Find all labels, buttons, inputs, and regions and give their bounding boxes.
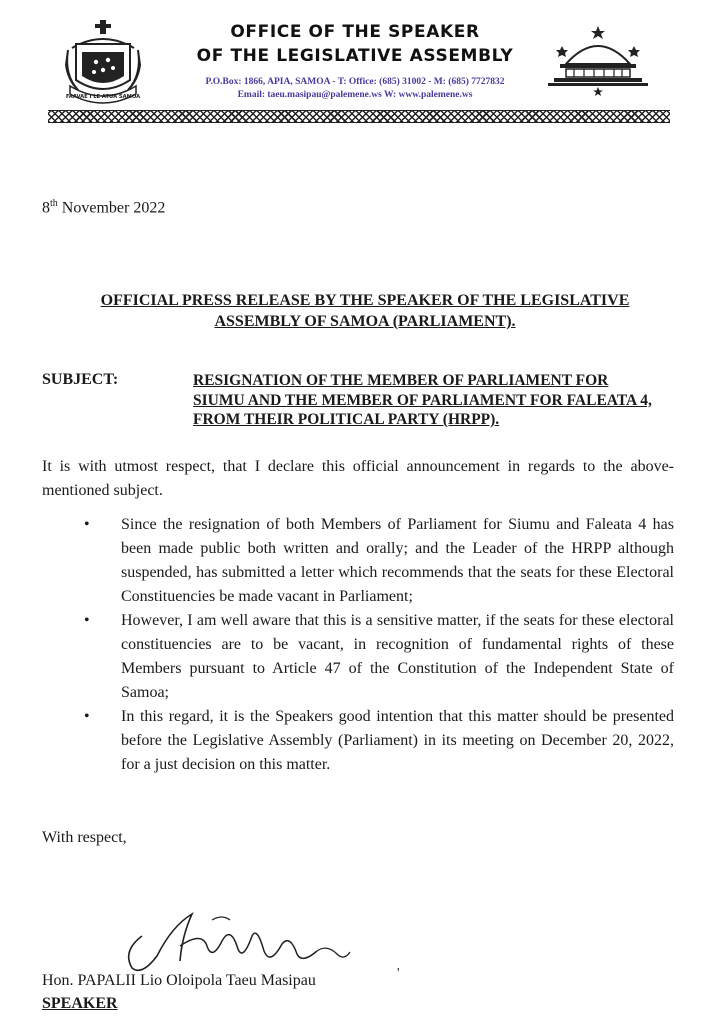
signer-name: Hon. PAPALII Lio Oloipola Taeu Masipau: [42, 972, 316, 989]
intro-paragraph: It is with utmost respect, that I declare this official announcement in regards to the above-mentioned subject.: [42, 458, 674, 499]
bullet-list: [42, 513, 674, 777]
subject-line1: RESIGNATION OF THE MEMBER OF PARLIAMENT FOR: [193, 372, 609, 389]
signer-mark: ': [397, 966, 400, 981]
date-day: 8: [42, 199, 50, 217]
date-suffix: th: [50, 198, 58, 209]
letterhead-border: [48, 110, 670, 123]
letterhead-contact-line2: Email: taeu.masipau@palemene.ws W: www.palemene.ws: [237, 90, 473, 100]
subject-line3: FROM THEIR POLITICAL PARTY (HRPP).: [193, 411, 500, 428]
bullet-icon: •: [84, 708, 90, 725]
subject-line2: SIUMU AND THE MEMBER OF PARLIAMENT FOR FALEATA 4,: [193, 391, 652, 409]
handwritten-signature: [112, 906, 352, 976]
letterhead-title-line1: OFFICE OF THE SPEAKER: [230, 22, 480, 42]
headline-line2: ASSEMBLY OF SAMOA (PARLIAMENT).: [214, 313, 516, 330]
document-date: [42, 198, 165, 217]
bullet-icon: •: [84, 612, 90, 629]
closing-text: With respect,: [42, 829, 127, 846]
coat-of-arms-icon: [58, 20, 148, 108]
bullet-text: Since the resignation of both Members of Parliament for Siumu and Faleata 4 has been made public both written and orally; and the Leader of the HRPP although suspended, has submitted a letter which recommends that the seats for these Electoral Constituencies be made vacant in Parliament;: [121, 516, 674, 605]
list-item: [42, 609, 674, 705]
bullet-icon: •: [84, 516, 90, 533]
crest-motto: FAAVAE I LE ATUA SAMOA: [65, 94, 141, 100]
list-item: [42, 705, 674, 777]
subject-text: [193, 371, 673, 430]
list-item: [42, 513, 674, 609]
subject-label: SUBJECT:: [42, 371, 119, 388]
letterhead-contact-line1: P.O.Box: 1866, APIA, SAMOA - T: Office: (685) 31002 - M: (685) 7727832: [205, 77, 505, 87]
press-release-headline: [70, 290, 660, 332]
parliament-dome-icon: [544, 26, 652, 96]
date-rest: November 2022: [57, 199, 166, 217]
bullet-text: In this regard, it is the Speakers good intention that this matter should be presented before the Legislative Assembly (Parliament) in its meeting on December 20, 2022, for a just decision on this matter.: [121, 708, 674, 773]
headline-line1: OFFICIAL PRESS RELEASE BY THE SPEAKER OF THE LEGISLATIVE: [100, 292, 630, 309]
bullet-text: However, I am well aware that this is a sensitive matter, if the seats for these electoral constituencies are to be vacant, in recognition of fundamental rights of these Members pursuant to Article 47 of the Constitution of the Independent State of Samoa;: [121, 612, 674, 701]
letterhead-title-line2: OF THE LEGISLATIVE ASSEMBLY: [196, 46, 514, 66]
signer-title: SPEAKER: [42, 995, 118, 1012]
